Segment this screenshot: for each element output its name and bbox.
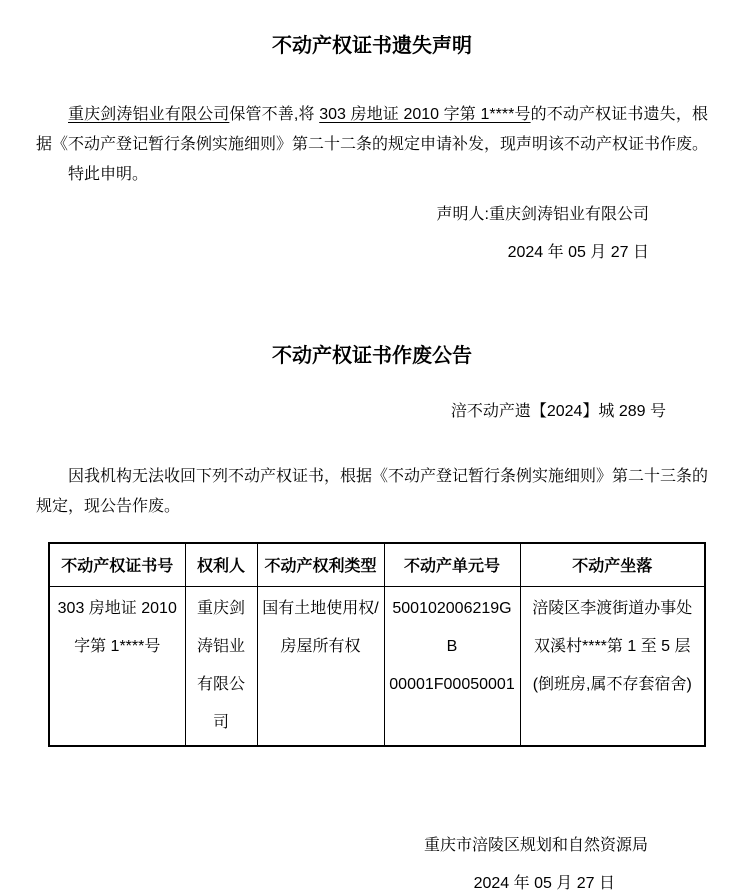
announcement-title: 不动产权证书作废公告 (272, 345, 472, 367)
announcement-signature-block (0, 827, 744, 890)
header-cert-no: 不动产权证书号 (49, 543, 185, 586)
cell-unit-no (384, 586, 520, 746)
declaration-title: 不动产权证书遗失声明 (272, 35, 472, 57)
cell-holder: 重庆剑涛铝业有限公司 (185, 586, 257, 746)
declarant-line: 声明人:重庆剑涛铝业有限公司 (436, 206, 649, 223)
certificate-table (48, 542, 706, 747)
certificate-table-body (49, 586, 705, 746)
declaration-paragraph-mid: 保管不善,将 (229, 106, 320, 123)
declaration-signature-block (0, 196, 744, 272)
announcement-paragraph: 因我机构无法收回下列不动产权证书，根据《不动产登记暂行条例实施细则》第二十三条的规定，现公告作废。 (36, 468, 709, 515)
header-holder: 权利人 (185, 543, 257, 586)
header-unit-no: 不动产单元号 (384, 543, 520, 586)
declaration-closing: 特此申明。 (68, 166, 149, 183)
cell-location: 涪陵区李渡街道办事处双溪村****第 1 至 5 层(倒班房,属不存套宿舍) (520, 586, 705, 746)
unit-no-line-2: 00001F00050001 (389, 675, 515, 693)
announcement-doc-number: 涪不动产遗【2024】城 289 号 (450, 403, 666, 420)
cell-right-type: 国有土地使用权/房屋所有权 (257, 586, 384, 746)
header-location: 不动产坐落 (520, 543, 705, 586)
table-row (49, 586, 705, 746)
declaration-date: 2024 年 05 月 27 日 (507, 244, 649, 261)
holder-name-underlined: 重庆剑涛铝业有限公司 (68, 106, 230, 123)
declaration-paragraph-tail: 的不动产权证书遗失，根据《不动产登记暂行条例实施细则》第二十二条的规定申请补发，现声明该不动产权证书作废。 (36, 106, 709, 153)
table-header-row (49, 543, 705, 586)
announcement-date: 2024 年 05 月 27 日 (473, 874, 615, 890)
cell-cert-no: 303 房地证 2010 字第 1****号 (49, 586, 185, 746)
unit-no-line-1: 500102006219GB (392, 599, 512, 655)
issuer-line: 重庆市涪陵区规划和自然资源局 (423, 836, 648, 854)
declaration-paragraph (36, 100, 708, 160)
certificate-table-header (49, 543, 705, 586)
cert-number-underlined: 303 房地证 2010 字第 1****号 (319, 106, 531, 123)
header-right-type: 不动产权利类型 (257, 543, 384, 586)
